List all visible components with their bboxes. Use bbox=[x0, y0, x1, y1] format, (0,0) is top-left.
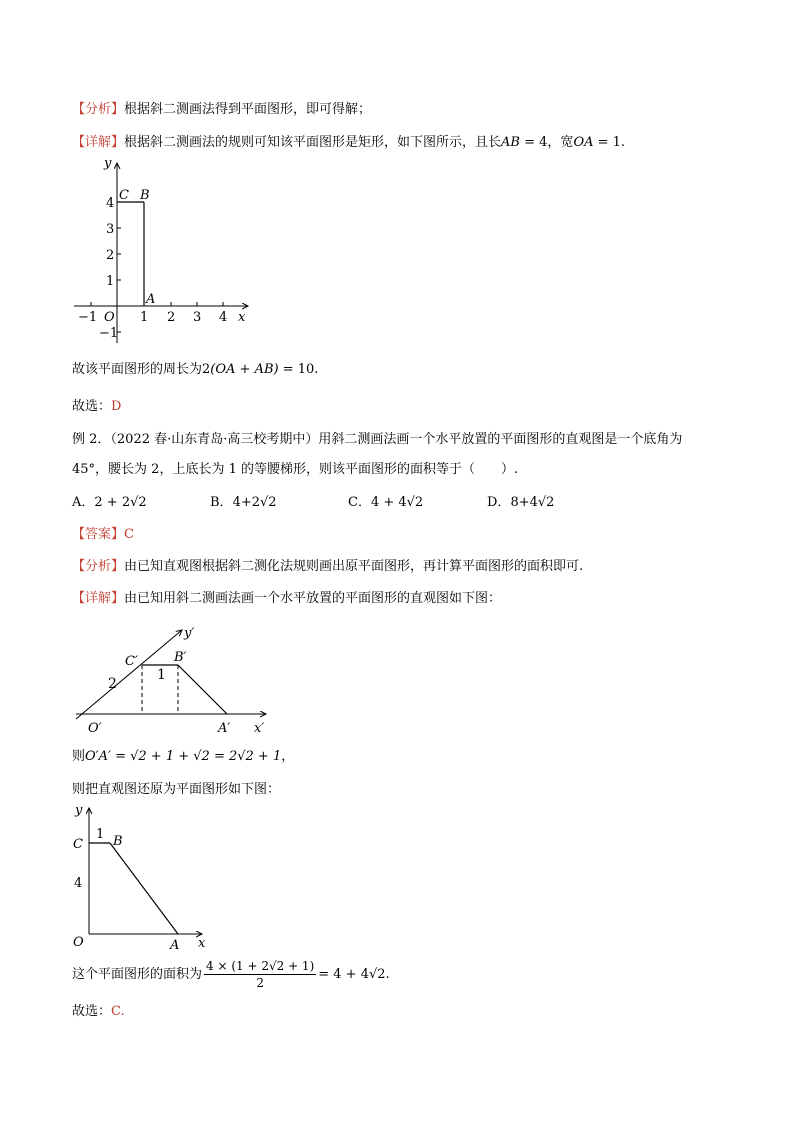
analysis-2-text: 由已知直观图根据斜二测化法规则画出原平面图形，再计算平面图形的面积即可. bbox=[124, 559, 584, 574]
y-axis-3-label: y bbox=[75, 803, 83, 818]
answer-1-letter: D bbox=[111, 399, 122, 414]
option-c[interactable] bbox=[348, 494, 423, 512]
ytick-1: 1 bbox=[106, 274, 115, 289]
point-a-label: A bbox=[146, 292, 156, 307]
option-d[interactable] bbox=[487, 494, 554, 512]
ytick-4: 4 bbox=[106, 196, 115, 211]
oa-prime-label: 则 bbox=[72, 749, 86, 764]
oa-symbol: OA bbox=[573, 135, 594, 150]
option-d-value: 8+4√2 bbox=[510, 495, 555, 510]
example-2-line-1: 例 2．（2022 春·山东青岛·高三校考期中）用斜二测画法画一个水平放置的平面图形的直观图是一个底角为 bbox=[72, 432, 683, 447]
analysis-tag: 【分析】 bbox=[72, 102, 125, 117]
analysis-2 bbox=[72, 558, 583, 576]
perimeter-expr-c: = 10. bbox=[278, 362, 319, 377]
xtick-neg1: −1 bbox=[78, 310, 98, 325]
detail-2-tag: 【详解】 bbox=[72, 591, 125, 606]
xtick-4: 4 bbox=[219, 310, 228, 325]
point-c-3-label: C bbox=[73, 837, 83, 852]
answer-2 bbox=[72, 1003, 125, 1021]
option-a[interactable] bbox=[72, 494, 147, 512]
area-text: 这个平面图形的面积为 bbox=[72, 966, 203, 982]
x-axis-3-label: x bbox=[198, 936, 206, 951]
top-length-3-label: 1 bbox=[96, 827, 105, 842]
top-length-label: 1 bbox=[157, 667, 166, 683]
analysis-text: 根据斜二测画法得到平面图形，即可得解； bbox=[124, 102, 372, 117]
perimeter-text: 故该平面图形的周长为 bbox=[72, 362, 203, 377]
detail-text-b: ，宽 bbox=[547, 135, 574, 150]
figure-original-trapezoid bbox=[70, 800, 220, 955]
detail-2-text: 由已知用斜二测画法画一个水平放置的平面图形的直观图如下图： bbox=[124, 591, 502, 606]
detail-text-a: 根据斜二测画法的规则可知该平面图形是矩形，如下图所示，且长 bbox=[124, 135, 502, 150]
x-axis-label: x bbox=[238, 310, 246, 325]
restore-line: 则把直观图还原为平面图形如下图： bbox=[72, 782, 281, 797]
ab-symbol: AB bbox=[501, 135, 520, 150]
point-b-prime-label: B′ bbox=[174, 650, 187, 665]
height-3-label: 4 bbox=[74, 876, 83, 891]
option-a-label: A． bbox=[72, 495, 95, 510]
ytick-3: 3 bbox=[106, 222, 115, 237]
detail-end: . bbox=[620, 135, 626, 150]
area-fraction bbox=[204, 958, 316, 991]
option-c-label: C． bbox=[348, 495, 371, 510]
perimeter-line bbox=[72, 361, 318, 379]
y-prime-label: y′ bbox=[184, 626, 195, 641]
option-a-value: 2 + 2√2 bbox=[94, 495, 147, 510]
detail-1 bbox=[72, 134, 625, 152]
x-prime-label: x′ bbox=[254, 721, 265, 736]
area-result: = 4 + 4√2 bbox=[318, 966, 386, 982]
point-b-3-label: B bbox=[113, 834, 123, 849]
oa-value: = 1 bbox=[593, 135, 621, 150]
option-c-value: 4 + 4√2 bbox=[370, 495, 424, 510]
answer-key bbox=[72, 526, 134, 544]
xtick-1: 1 bbox=[140, 310, 149, 325]
example-2-line-2: 45°，腰长为 2，上底长为 1 的等腰梯形，则该平面图形的面积等于（ ）. bbox=[72, 462, 519, 477]
area-numerator: 4 × (1 + 2√2 + 1) bbox=[206, 959, 315, 973]
answer-1-prefix: 故选： bbox=[72, 399, 112, 414]
option-b-label: B． bbox=[210, 495, 233, 510]
side-length-label: 2 bbox=[108, 676, 117, 692]
area-end: . bbox=[385, 966, 390, 982]
xtick-2: 2 bbox=[167, 310, 176, 325]
xtick-3: 3 bbox=[193, 310, 202, 325]
figure-oblique-trapezoid bbox=[70, 615, 280, 740]
answer-2-letter: C. bbox=[111, 1004, 125, 1019]
point-b-label: B bbox=[140, 188, 150, 203]
area-denominator: 2 bbox=[256, 976, 264, 990]
detail-tag: 【详解】 bbox=[72, 135, 125, 150]
answer-1 bbox=[72, 398, 121, 416]
y-axis-label: y bbox=[104, 156, 112, 171]
point-a-3-label: A bbox=[170, 938, 180, 953]
figure-rectangle bbox=[70, 155, 260, 350]
ab-value: = 4 bbox=[519, 135, 548, 150]
ytick-2: 2 bbox=[106, 248, 115, 263]
option-b[interactable] bbox=[210, 494, 277, 512]
analysis-2-tag: 【分析】 bbox=[72, 559, 125, 574]
answer-2-prefix: 故选： bbox=[72, 1004, 112, 1019]
origin-3-label: O bbox=[73, 935, 84, 950]
y-prime-axis bbox=[76, 630, 182, 719]
option-d-label: D． bbox=[487, 495, 511, 510]
origin-label: O bbox=[104, 310, 115, 325]
option-b-value: 4+2√2 bbox=[232, 495, 277, 510]
oa-prime-end: ， bbox=[281, 749, 295, 764]
analysis-1 bbox=[72, 101, 371, 119]
ytick-neg1: −1 bbox=[99, 326, 119, 341]
area-line bbox=[72, 958, 390, 991]
segment-ba-3 bbox=[110, 843, 178, 934]
segment-b-a-prime bbox=[178, 665, 227, 714]
detail-2 bbox=[72, 590, 501, 608]
point-c-prime-label: C′ bbox=[125, 654, 138, 669]
perimeter-expr-b: (OA + AB) bbox=[210, 362, 279, 377]
answer-key-letter: C bbox=[124, 527, 134, 542]
perimeter-expr-a: 2 bbox=[202, 362, 211, 377]
origin-prime-label: O′ bbox=[88, 721, 102, 736]
point-a-prime-label: A′ bbox=[218, 721, 231, 736]
point-c-label: C bbox=[119, 188, 129, 203]
answer-tag: 【答案】 bbox=[72, 527, 125, 542]
oa-prime-expr: O′A′ = √2 + 1 + √2 = 2√2 + 1 bbox=[85, 749, 282, 764]
oa-prime-line bbox=[72, 748, 294, 766]
